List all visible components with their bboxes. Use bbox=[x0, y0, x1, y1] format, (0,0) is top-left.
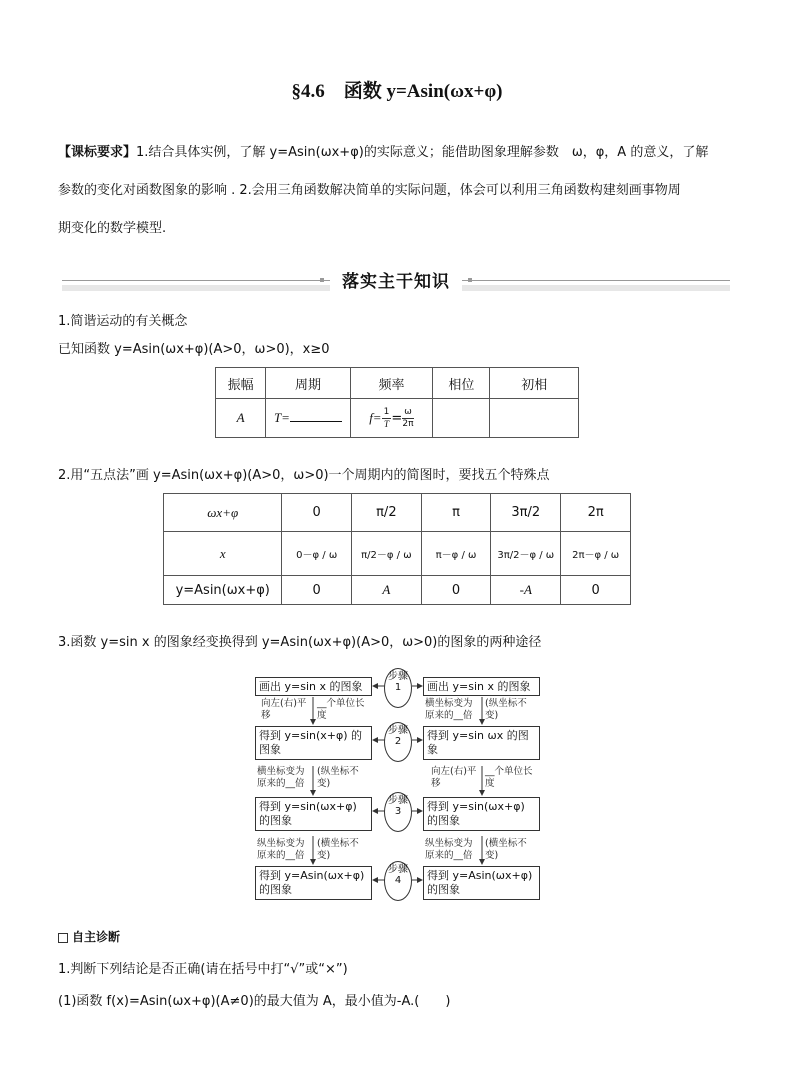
header-cell: 初相 bbox=[490, 368, 579, 399]
header-cell: 频率 bbox=[350, 368, 433, 399]
left-note: (纵坐标不变) bbox=[317, 766, 359, 789]
header-cell: 相位 bbox=[433, 368, 490, 399]
initial-phase-cell bbox=[490, 399, 579, 438]
amplitude-cell: A bbox=[216, 399, 266, 438]
table-cell: 3π/2－φ / ω bbox=[491, 532, 561, 576]
right-note: (横坐标不变) bbox=[485, 838, 527, 861]
left-note: 向左(右)平移 bbox=[261, 698, 307, 721]
right-box-2: 得到 y=sin ωx 的图象 bbox=[423, 726, 540, 760]
right-box-1: 画出 y=sin x 的图象 bbox=[423, 677, 540, 696]
answer-blank bbox=[290, 421, 342, 422]
self-check-q1-1: (1)函数 f(x)=Asin(ωx+φ)(A≠0)的最大值为 A，最小值为-A.( ) bbox=[58, 994, 451, 1009]
header-cell: 周期 bbox=[266, 368, 350, 399]
table-cell: 0－φ / ω bbox=[282, 532, 352, 576]
table-cell: x bbox=[164, 532, 282, 576]
table-cell: y=Asin(ωx+φ) bbox=[164, 576, 282, 605]
q3-heading: 3.函数 y=sin x 的图象经变换得到 y=Asin(ωx+φ)(A>0，ω>0)的图象的两种途径 bbox=[58, 635, 542, 650]
step-3: 步骤3 bbox=[384, 792, 412, 832]
requirements-line-3: 期变化的数学模型. bbox=[58, 221, 167, 236]
table-cell: 3π/2 bbox=[491, 494, 561, 532]
table-cell: 0 bbox=[561, 576, 631, 605]
table-cell: π/2 bbox=[351, 494, 421, 532]
header-cell: 振幅 bbox=[216, 368, 266, 399]
step-4: 步骤4 bbox=[384, 861, 412, 901]
five-point-table bbox=[163, 493, 631, 605]
table-cell: π/2－φ / ω bbox=[351, 532, 421, 576]
requirements-line-1: 【课标要求】1.结合具体实例，了解 y=Asin(ωx+φ)的实际意义；能借助图象理解参数 ω，φ，A 的意义，了解 bbox=[58, 145, 709, 160]
period-cell: T= bbox=[266, 399, 350, 438]
step-1: 步骤1 bbox=[384, 668, 412, 708]
right-box-3: 得到 y=sin(ωx+φ) 的图象 bbox=[423, 797, 540, 831]
table-cell: 0 bbox=[282, 576, 352, 605]
section-banner bbox=[62, 267, 730, 293]
table-cell: 2π bbox=[561, 494, 631, 532]
right-note: 向左(右)平移 bbox=[431, 766, 477, 789]
section-banner-label: 落实主干知识 bbox=[330, 267, 462, 292]
table-cell: ωx+φ bbox=[164, 494, 282, 532]
q2-heading: 2.用“五点法”画 y=Asin(ωx+φ)(A>0，ω>0)一个周期内的简图时，要找五个特殊点 bbox=[58, 468, 550, 483]
step-2: 步骤2 bbox=[384, 722, 412, 762]
table-cell: 0 bbox=[421, 576, 491, 605]
left-box-2: 得到 y=sin(x+φ) 的图象 bbox=[255, 726, 372, 760]
right-note: __个单位长度 bbox=[485, 766, 533, 789]
q1-given: 已知函数 y=Asin(ωx+φ)(A>0，ω>0)，x≥0 bbox=[58, 342, 330, 357]
left-note: 纵坐标变为原来的__倍 bbox=[257, 838, 305, 861]
right-note: 纵坐标变为原来的__倍 bbox=[425, 838, 473, 861]
right-note: (纵坐标不变) bbox=[485, 698, 527, 721]
requirements-tag: 【课标要求】 bbox=[58, 145, 137, 160]
transform-flow-diagram bbox=[255, 668, 540, 908]
table-cell: π－φ / ω bbox=[421, 532, 491, 576]
self-check-q1: 1.判断下列结论是否正确(请在括号中打“√”或“×”) bbox=[58, 962, 348, 977]
left-box-1: 画出 y=sin x 的图象 bbox=[255, 677, 372, 696]
left-box-4: 得到 y=Asin(ωx+φ) 的图象 bbox=[255, 866, 372, 900]
left-note: 横坐标变为原来的__倍 bbox=[257, 766, 305, 789]
q1-heading: 1.简谐运动的有关概念 bbox=[58, 314, 188, 329]
table-cell: π bbox=[421, 494, 491, 532]
table-cell: -A bbox=[491, 576, 561, 605]
table-cell: 0 bbox=[282, 494, 352, 532]
frequency-cell: f= $\frac{1}{T}$ = $\frac{\omega}{2\pi}$ bbox=[350, 399, 433, 438]
table-cell: A bbox=[351, 576, 421, 605]
self-check-heading: 自主诊断 bbox=[58, 928, 120, 945]
right-box-4: 得到 y=Asin(ωx+φ) 的图象 bbox=[423, 866, 540, 900]
square-icon bbox=[58, 933, 68, 943]
left-note: __个单位长度 bbox=[317, 698, 365, 721]
table-cell: 2π－φ / ω bbox=[561, 532, 631, 576]
phase-cell bbox=[433, 399, 490, 438]
requirements-line-2: 参数的变化对函数图象的影响 . 2.会用三角函数解决简单的实际问题，体会可以利用三角函数构建刻画事物周 bbox=[58, 183, 681, 198]
right-note: 横坐标变为原来的__倍 bbox=[425, 698, 473, 721]
left-box-3: 得到 y=sin(ωx+φ) 的图象 bbox=[255, 797, 372, 831]
concepts-table bbox=[215, 367, 579, 438]
left-note: (横坐标不变) bbox=[317, 838, 359, 861]
page-title: §4.6 函数 y=Asin(ωx+φ) bbox=[291, 81, 503, 102]
